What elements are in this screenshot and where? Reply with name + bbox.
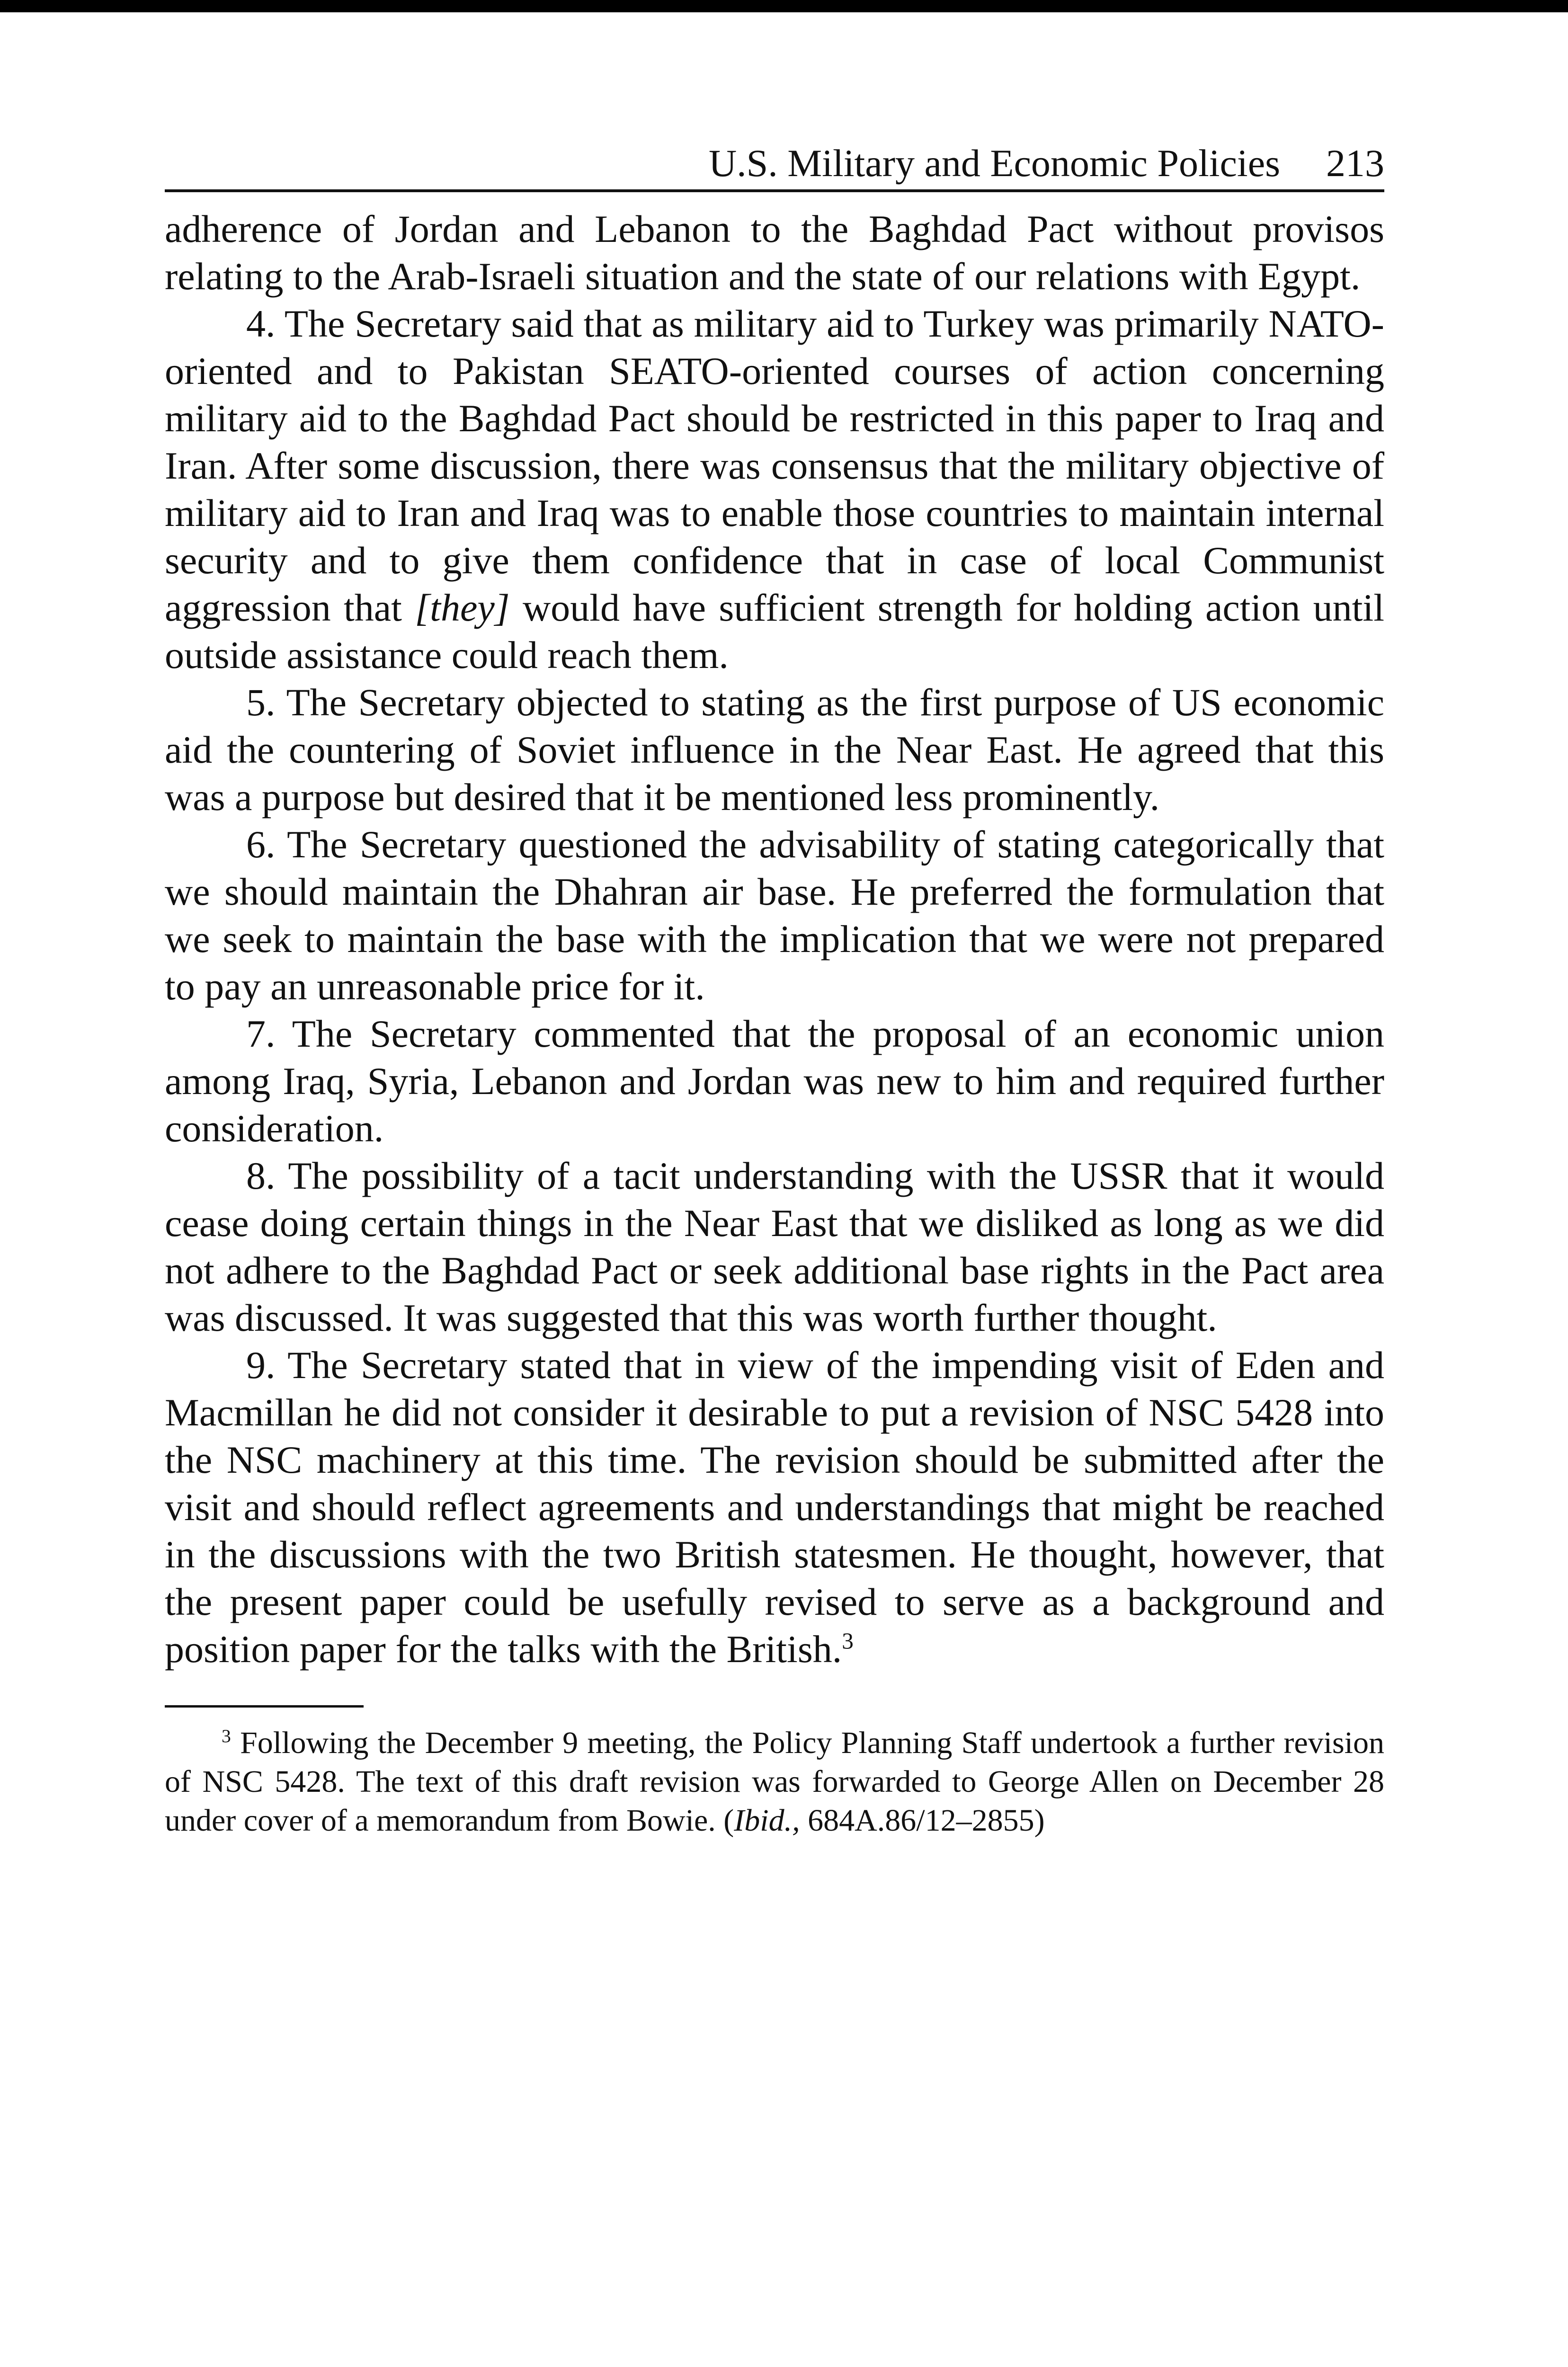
paragraph-7: 7. The Secretary commented that the proposal of an economic union among Iraq, Syria, Lebanon and Jordan was new to him and required further consideration. (165, 1012, 1384, 1150)
paragraph-6: 6. The Secretary questioned the advisability of stating categorically that we should maintain the Dhahran air base. He preferred the formulation that we seek to maintain the base with the implication that we were not prepared to pay an unreasonable price for it. (165, 823, 1384, 1008)
footnote-italic: Ibid., (734, 1803, 800, 1838)
paragraph-9 (165, 1342, 1384, 1673)
paragraph-8: 8. The possibility of a tacit understanding with the USSR that it would cease doing certain things in the Near East that we disliked as long as we did not adhere to the Baghdad Pact or seek additional base rights in the Pact area was discussed. It was suggested that this was worth further thought. (165, 1154, 1384, 1339)
running-header (165, 137, 1384, 192)
running-title: U.S. Military and Economic Policies (708, 142, 1280, 185)
paragraph-4-text-a: 4. The Secretary said that as military aid to Turkey was primarily NATO-oriented and to Pakistan SEATO-oriented courses of action concerning military aid to the Baghdad Pact should be restricted in this paper to Iraq and Iran. After some discussion, there was consensus that the military objective of military aid to Iran and Iraq was to enable those countries to maintain internal security and to give them confidence that in case of local Communist aggression that (165, 302, 1384, 629)
body-text (165, 205, 1384, 1673)
page-number: 213 (1326, 142, 1384, 185)
footnote (165, 1724, 1384, 1840)
footnote-marker: 3 (222, 1726, 231, 1746)
paragraph-4 (165, 300, 1384, 679)
footnote-text-a: Following the December 9 meeting, the Policy Planning Staff undertook a further revision of NSC 5428. The text of this draft revision was forwarded to George Allen on December 28 under cover of a memorandum from Bowie. ( (165, 1726, 1384, 1838)
paragraph-4-text-b: would have sufficient strength for holding action until outside assistance could reach them. (165, 586, 1384, 676)
paragraph-4-italic: [they] (415, 586, 510, 629)
paragraph-continuation: adherence of Jordan and Lebanon to the Baghdad Pact without provisos relating to the Arab-Israeli situation and the state of our relations with Egypt. (165, 207, 1384, 298)
footnote-text-b: 684A.86/12–2855) (800, 1803, 1045, 1838)
footnote-reference: 3 (842, 1628, 854, 1654)
document-page (165, 137, 1384, 1840)
paragraph-9-text: 9. The Secretary stated that in view of the impending visit of Eden and Macmillan he did not consider it desirable to put a revision of NSC 5428 into the NSC machinery at this time. The revision should be submitted after the visit and should reflect agreements and understandings that might be reached in the discussions with the two British statesmen. He thought, however, that the present paper could be usefully revised to serve as a background and position paper for the talks with the British. (165, 1344, 1384, 1671)
paragraph-5: 5. The Secretary objected to stating as the first purpose of US economic aid the countering of Soviet influence in the Near East. He agreed that this was a purpose but desired that it be mentioned less prominently. (165, 681, 1384, 819)
page-scan-edge (0, 0, 1568, 12)
footnote-divider (165, 1705, 364, 1708)
